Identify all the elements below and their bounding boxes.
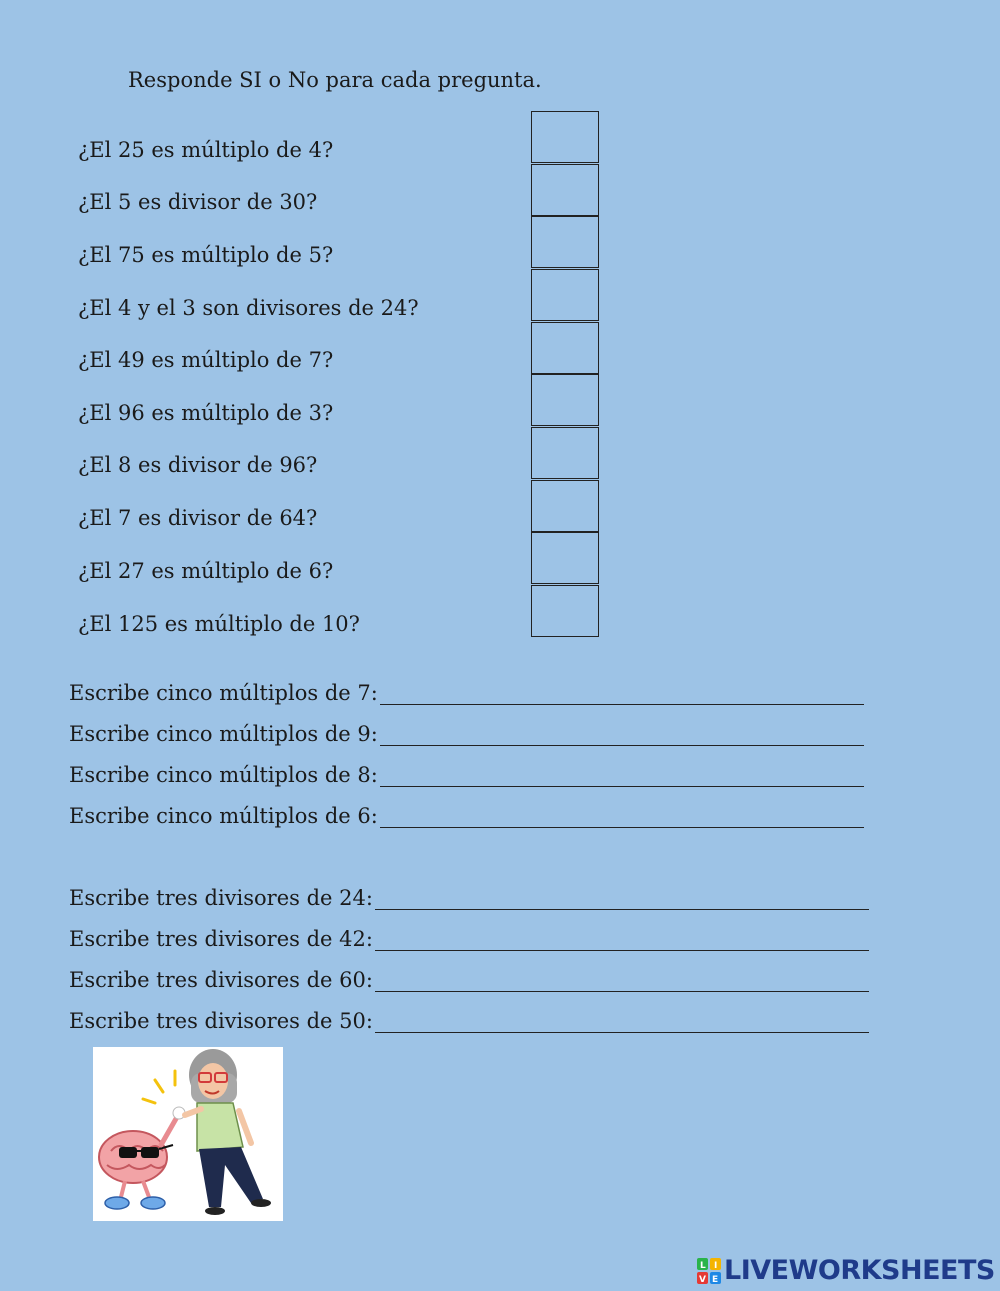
teacher-card — [93, 1047, 283, 1221]
answer-box-2[interactable] — [531, 164, 599, 216]
divisors-prompt-1: Escribe tres divisores de 24: — [69, 886, 373, 910]
answer-box-5[interactable] — [531, 322, 599, 374]
divisors-line-3 — [69, 967, 869, 992]
multiples-input-4[interactable] — [380, 803, 864, 828]
answer-box-7[interactable] — [531, 427, 599, 479]
svg-text:V: V — [699, 1274, 706, 1284]
question-9: ¿El 27 es múltiplo de 6? — [78, 559, 334, 583]
multiples-input-1[interactable] — [380, 680, 864, 705]
instruction-text: Responde SI o No para cada pregunta. — [128, 68, 542, 92]
answer-box-8[interactable] — [531, 480, 599, 532]
divisors-input-4[interactable] — [375, 1008, 869, 1033]
question-1: ¿El 25 es múltiplo de 4? — [78, 138, 334, 162]
multiples-prompt-2: Escribe cinco múltiplos de 9: — [69, 722, 378, 746]
answer-box-9[interactable] — [531, 532, 599, 584]
answer-box-3[interactable] — [531, 216, 599, 268]
svg-text:L: L — [700, 1260, 706, 1271]
multiples-input-2[interactable] — [380, 721, 864, 746]
divisors-prompt-3: Escribe tres divisores de 60: — [69, 968, 373, 992]
question-5: ¿El 49 es múltiplo de 7? — [78, 348, 334, 372]
question-2: ¿El 5 es divisor de 30? — [78, 190, 318, 214]
question-8: ¿El 7 es divisor de 64? — [78, 506, 318, 530]
question-6: ¿El 96 es múltiplo de 3? — [78, 401, 334, 425]
answer-box-1[interactable] — [531, 111, 599, 163]
multiples-input-3[interactable] — [380, 762, 864, 787]
multiples-prompt-3: Escribe cinco múltiplos de 8: — [69, 763, 378, 787]
divisors-prompt-4: Escribe tres divisores de 50: — [69, 1009, 373, 1033]
question-7: ¿El 8 es divisor de 96? — [78, 453, 318, 477]
brand-name: LIVEWORKSHEETS — [724, 1255, 995, 1286]
multiples-line-3 — [69, 762, 864, 787]
svg-text:E: E — [712, 1274, 718, 1284]
teacher-high-five-brain-icon — [93, 1047, 283, 1221]
svg-text:I: I — [714, 1260, 717, 1271]
divisors-line-4 — [69, 1008, 869, 1033]
multiples-line-4 — [69, 803, 864, 828]
answer-box-4[interactable] — [531, 269, 599, 321]
multiples-prompt-4: Escribe cinco múltiplos de 6: — [69, 804, 378, 828]
divisors-line-2 — [69, 926, 869, 951]
question-4: ¿El 4 y el 3 son divisores de 24? — [78, 296, 419, 320]
divisors-line-1 — [69, 885, 869, 910]
liveworksheets-brand[interactable] — [697, 1255, 995, 1286]
answer-box-6[interactable] — [531, 374, 599, 426]
question-10: ¿El 125 es múltiplo de 10? — [78, 612, 360, 636]
divisors-input-3[interactable] — [375, 967, 869, 992]
multiples-prompt-1: Escribe cinco múltiplos de 7: — [69, 681, 378, 705]
multiples-line-2 — [69, 721, 864, 746]
divisors-input-2[interactable] — [375, 926, 869, 951]
liveworksheets-logo-icon — [697, 1258, 721, 1284]
divisors-prompt-2: Escribe tres divisores de 42: — [69, 927, 373, 951]
divisors-input-1[interactable] — [375, 885, 869, 910]
multiples-line-1 — [69, 680, 864, 705]
answer-box-10[interactable] — [531, 585, 599, 637]
question-3: ¿El 75 es múltiplo de 5? — [78, 243, 334, 267]
